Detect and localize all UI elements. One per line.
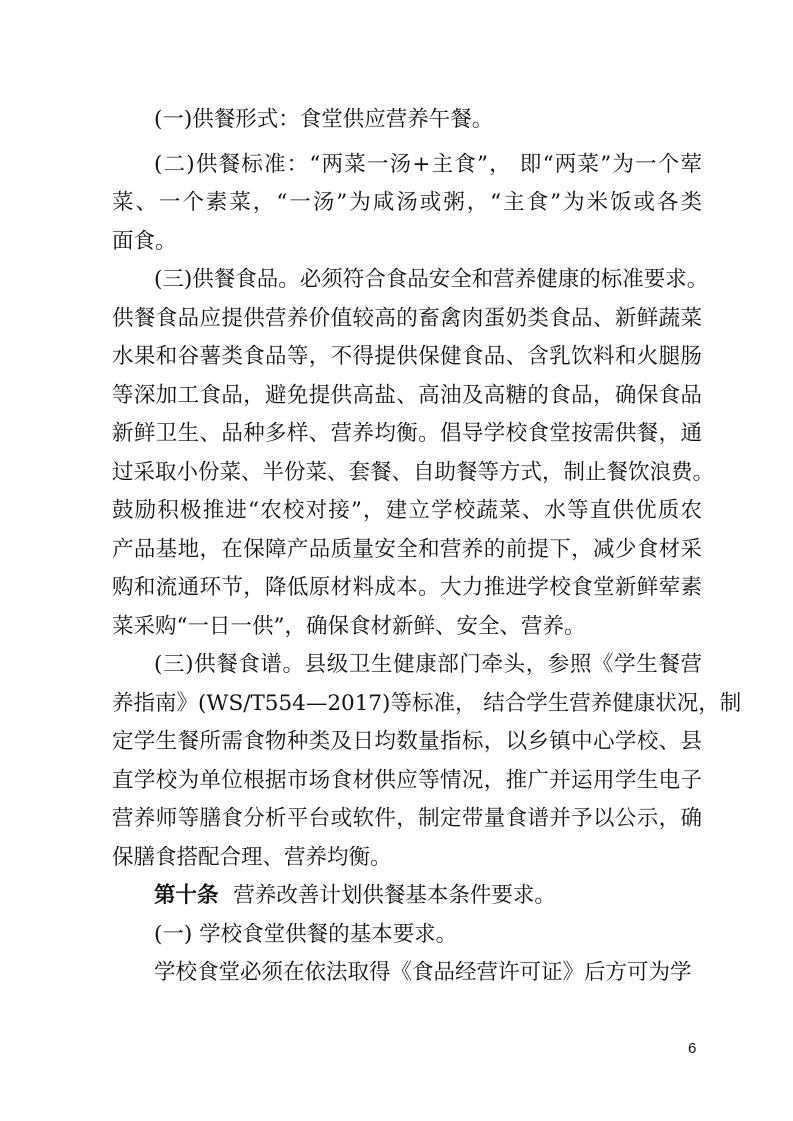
paragraph-line: 等深加工食品，避免提供高盐、高油及高糖的食品，确保食品 bbox=[112, 383, 702, 408]
paragraph-line: 菜、一个素菜，“一汤”为咸汤或粥，“主食”为米饭或各类 bbox=[112, 190, 702, 215]
paragraph-line: 学校食堂必须在依法取得《食品经营许可证》后方可为学 bbox=[154, 960, 692, 985]
paragraph-line: 产品基地，在保障产品质量安全和营养的前提下，减少食材采 bbox=[112, 537, 702, 562]
paragraph-line: 定学生餐所需食物种类及日均数量指标，以乡镇中心学校、县 bbox=[112, 729, 702, 754]
paragraph-line: 养指南》(WS/T554—2017)等标准， 结合学生营养健康状况，制 bbox=[112, 691, 742, 716]
sub-heading: (一) 学校食堂供餐的基本要求。 bbox=[154, 922, 458, 947]
paragraph-line: 鼓励积极推进“农校对接”，建立学校蔬菜、水等直供优质农 bbox=[112, 498, 702, 523]
paragraph-line: (二)供餐标准：“两菜一汤+主食”， 即“两菜”为一个荤 bbox=[154, 152, 702, 177]
article-heading bbox=[154, 881, 702, 911]
paragraph-line: 购和流通环节，降低原材料成本。大力推进学校食堂新鲜荤素 bbox=[112, 575, 702, 600]
paragraph-line: 直学校为单位根据市场食材供应等情况，推广并运用学生电子 bbox=[112, 768, 702, 793]
page-number: 6 bbox=[688, 1040, 697, 1057]
paragraph-line: (三)供餐食品。必须符合食品安全和营养健康的标准要求。 bbox=[154, 267, 709, 292]
article-text: 营养改善计划供餐基本条件要求。 bbox=[233, 883, 556, 908]
paragraph-line: 水果和谷薯类食品等，不得提供保健食品、含乳饮料和火腿肠 bbox=[112, 344, 702, 369]
paragraph-line: 面食。 bbox=[112, 229, 177, 254]
article-title: 第十条 bbox=[154, 883, 219, 908]
paragraph-line: 新鲜卫生、品种多样、营养均衡。倡导学校食堂按需供餐，通 bbox=[112, 421, 702, 446]
paragraph-line: 菜采购“一日一供”，确保食材新鲜、安全、营养。 bbox=[112, 614, 586, 639]
paragraph-line: 营养师等膳食分析平台或软件，制定带量食谱并予以公示，确 bbox=[112, 806, 702, 831]
paragraph-line: 保膳食搭配合理、营养均衡。 bbox=[112, 845, 392, 870]
paragraph-line: 供餐食品应提供营养价值较高的畜禽肉蛋奶类食品、新鲜蔬菜 bbox=[112, 306, 702, 331]
paragraph-line: (一)供餐形式：食堂供应营养午餐。 bbox=[154, 107, 494, 132]
paragraph-line: 过采取小份菜、半份菜、套餐、自助餐等方式，制止餐饮浪费。 bbox=[112, 460, 715, 485]
paragraph-line: (三)供餐食谱。县级卫生健康部门牵头，参照《学生餐营 bbox=[154, 652, 702, 677]
